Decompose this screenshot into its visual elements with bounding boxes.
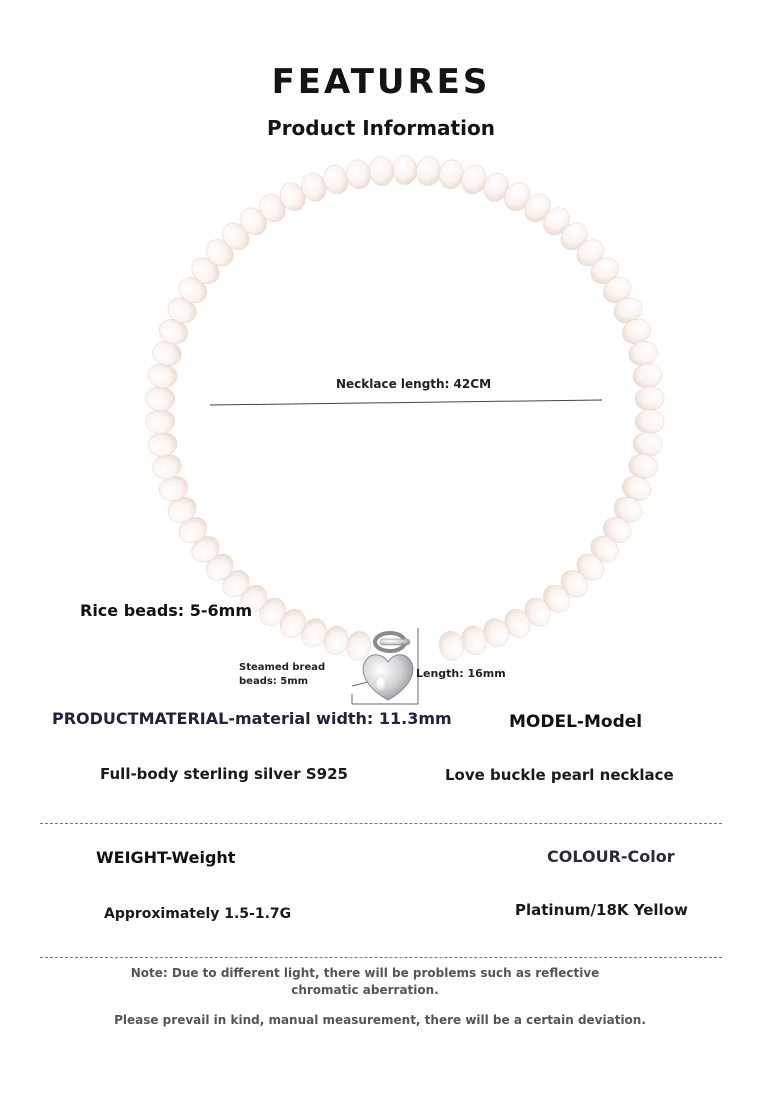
clasp-length-label: Length: 16mm: [416, 667, 506, 680]
page-subtitle: Product Information: [267, 116, 495, 140]
pearl-bead: [145, 409, 175, 434]
page-title: FEATURES: [271, 62, 491, 102]
pearl-bead: [146, 430, 178, 458]
pearl-beads: [145, 156, 664, 663]
rice-beads-label: Rice beads: 5-6mm: [80, 601, 253, 620]
necklace-length-line: [210, 400, 602, 405]
bread-beads-label: Steamed bread beads: 5mm: [239, 662, 326, 687]
note-text-2: Please prevail in kind, manual measurement, there will be a certain deviation.: [114, 1013, 646, 1027]
pearl-bead: [393, 156, 417, 185]
necklace-length-label: Necklace length: 42CM: [336, 377, 492, 391]
note-text: Note: Due to different light, there will be problems such as reflective chromatic aberration.: [130, 966, 600, 997]
dashed-divider: [40, 823, 722, 824]
colour-heading: COLOUR-Color: [547, 847, 675, 866]
material-value: Full-body sterling silver S925: [100, 765, 348, 783]
weight-heading: WEIGHT-Weight: [96, 848, 236, 867]
pearl-bead: [437, 158, 466, 191]
material-heading: PRODUCTMATERIAL-material width: 11.3mm: [52, 709, 452, 728]
weight-value: Approximately 1.5-1.7G: [104, 906, 292, 922]
pearl-bead: [146, 362, 178, 390]
colour-value: Platinum/18K Yellow: [515, 901, 688, 919]
pearl-bead: [635, 386, 665, 411]
pearl-bead: [415, 156, 442, 187]
model-heading: MODEL-Model: [509, 712, 643, 732]
pearl-bead: [344, 158, 373, 191]
pearl-bead: [635, 409, 665, 434]
pearl-bead: [631, 362, 663, 390]
pearl-bead: [368, 156, 395, 187]
dashed-divider: [40, 957, 722, 958]
pearl-bead: [437, 629, 466, 662]
model-value: Love buckle pearl necklace: [445, 766, 674, 784]
pearl-bead: [631, 430, 663, 458]
pearl-bead: [145, 386, 175, 411]
